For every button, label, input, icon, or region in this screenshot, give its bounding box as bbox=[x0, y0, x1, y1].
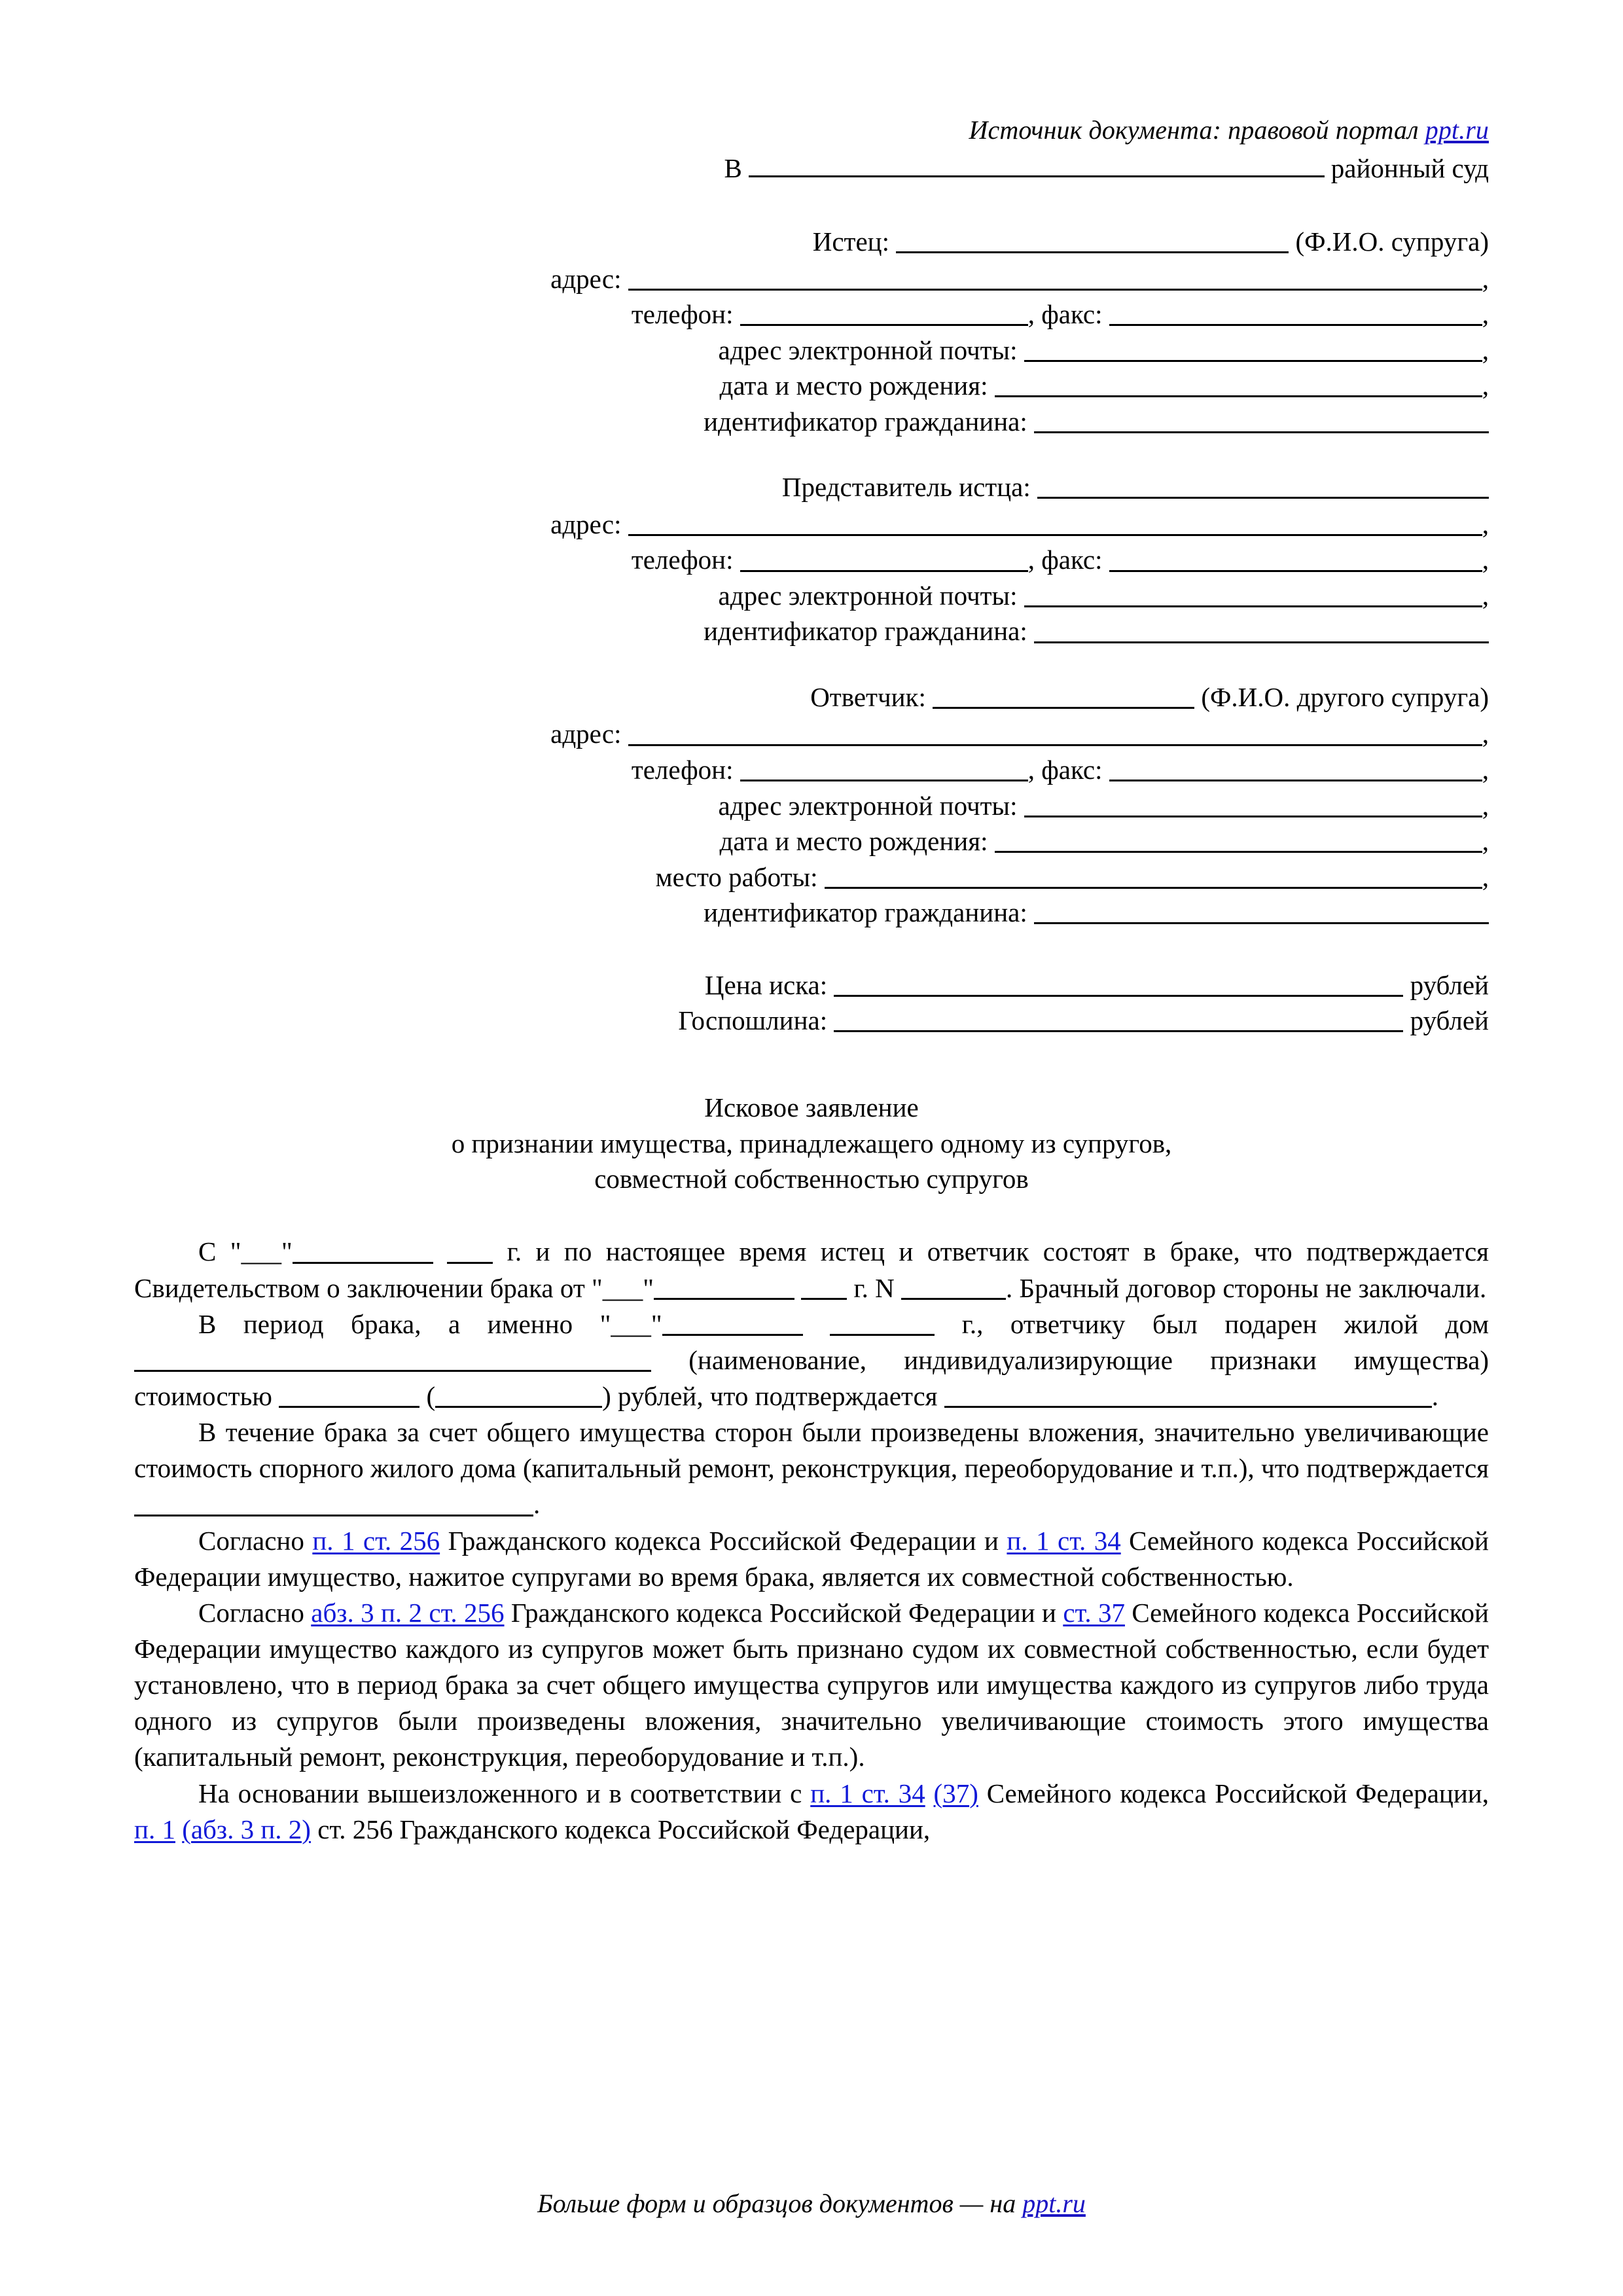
defendant-email-row: адрес электронной почты: , bbox=[134, 788, 1489, 824]
representative-address-row: адрес: , bbox=[134, 507, 1489, 543]
label-phone: телефон: bbox=[631, 299, 734, 330]
plaintiff-address-field[interactable] bbox=[628, 261, 1482, 291]
link-p1-st256[interactable]: п. 1 ст. 256 bbox=[312, 1525, 440, 1556]
link-p1-st34-final[interactable]: п. 1 ст. 34 bbox=[810, 1778, 925, 1808]
representative-name-row bbox=[134, 469, 1489, 505]
source-header bbox=[134, 115, 1489, 145]
claim-price-currency: рублей bbox=[1410, 969, 1489, 1000]
p2-text-a: В период брака, а именно "___" bbox=[198, 1308, 662, 1339]
paragraph-law-abz3-st37 bbox=[134, 1595, 1489, 1776]
label-fax: , факс: bbox=[1027, 545, 1103, 575]
label-email: адрес электронной почты: bbox=[718, 580, 1018, 611]
document-title bbox=[134, 1090, 1489, 1198]
p2-text-c: (наименование, индивидуализирующие признаки имущества) стоимостью bbox=[134, 1344, 1489, 1411]
property-value-words-field[interactable] bbox=[435, 1378, 602, 1408]
label-birth: дата и место рождения: bbox=[719, 826, 988, 857]
defendant-id-row bbox=[134, 895, 1489, 931]
defendant-block bbox=[134, 679, 1489, 931]
state-fee-currency: рублей bbox=[1410, 1005, 1489, 1036]
p4-text-b: Гражданского кодекса Российской Федерации и bbox=[440, 1525, 1007, 1556]
plaintiff-birth-row: дата и место рождения: , bbox=[134, 368, 1489, 404]
state-fee-label: Госпошлина: bbox=[678, 1005, 828, 1036]
p2-text-d: рублей, что подтверждается bbox=[618, 1380, 938, 1411]
label-fax: , факс: bbox=[1027, 299, 1103, 330]
label-citizen-id: идентификатор гражданина: bbox=[704, 897, 1027, 928]
plaintiff-id-field[interactable] bbox=[1034, 404, 1489, 433]
footer-text: Больше форм и образцов документов — на bbox=[537, 2189, 1023, 2218]
link-abz3-p2[interactable]: (абз. 3 п. 2) bbox=[182, 1814, 311, 1844]
plaintiff-email-row: адрес электронной почты: , bbox=[134, 332, 1489, 368]
title-line-3: совместной собственностью супругов bbox=[594, 1164, 1029, 1194]
certificate-number-field[interactable] bbox=[901, 1270, 1006, 1300]
claim-price-field[interactable] bbox=[834, 967, 1403, 997]
plaintiff-block bbox=[134, 224, 1489, 439]
p3-text-b: . bbox=[533, 1489, 541, 1520]
link-37[interactable]: (37) bbox=[933, 1778, 978, 1808]
p5-text-c: Семейного кодекса Российской Федерации имущество каждого из супругов может быть признано судом их совместной собственностью, если будет установлено, что в период брака за счет общего имущества супругов или имущества каждого из супругов либо труда одного из супругов были произведены вложения, значительно увеличивающие стоимость этого имущества (капитальный ремонт, реконструкция, переоборудование и т.п.). bbox=[134, 1597, 1489, 1772]
paragraph-gift: В период брака, а именно "___" г., ответчику был подарен жилой дом (наименование, индивидуализирующие признаки имущества) стоимостью ( ) рублей, что подтверждается . bbox=[134, 1306, 1489, 1414]
label-email: адрес электронной почты: bbox=[718, 334, 1018, 365]
certificate-month-field[interactable] bbox=[654, 1270, 794, 1300]
source-header-link[interactable]: ppt.ru bbox=[1425, 115, 1489, 145]
representative-email-row: адрес электронной почты: , bbox=[134, 578, 1489, 614]
document-body bbox=[134, 1234, 1489, 1847]
property-value-figures-field[interactable] bbox=[279, 1378, 419, 1408]
defendant-address-field[interactable] bbox=[628, 717, 1482, 746]
plaintiff-name-row bbox=[134, 224, 1489, 260]
label-address: адрес: bbox=[550, 263, 622, 294]
p1-text-a: С "___" bbox=[198, 1236, 293, 1267]
plaintiff-birth-field[interactable] bbox=[995, 368, 1482, 398]
plaintiff-email-field[interactable] bbox=[1024, 332, 1482, 362]
link-p1[interactable]: п. 1 bbox=[134, 1814, 175, 1844]
claim-price-label: Цена иска: bbox=[704, 969, 828, 1000]
property-name-field[interactable] bbox=[134, 1342, 651, 1372]
representative-fax-field[interactable] bbox=[1109, 543, 1482, 572]
marriage-year-field[interactable] bbox=[447, 1234, 493, 1264]
representative-phone-field[interactable] bbox=[740, 543, 1028, 572]
label-work-place: место работы: bbox=[655, 861, 818, 892]
p1-text-d: . Брачный договор стороны не заключали. bbox=[1006, 1272, 1487, 1303]
paragraph-law-256-34 bbox=[134, 1523, 1489, 1595]
marriage-month-field[interactable] bbox=[293, 1234, 433, 1264]
investment-proof-field[interactable] bbox=[134, 1487, 533, 1516]
label-email: адрес электронной почты: bbox=[718, 790, 1018, 821]
defendant-birth-row: дата и место рождения: , bbox=[134, 823, 1489, 859]
defendant-phone-row: телефон: , факс: , bbox=[134, 752, 1489, 788]
representative-block bbox=[134, 469, 1489, 649]
p5-text-a: Согласно bbox=[198, 1597, 312, 1628]
link-abz3-p2-st256[interactable]: абз. 3 п. 2 ст. 256 bbox=[311, 1597, 505, 1628]
p2-text-e: . bbox=[1431, 1380, 1439, 1411]
representative-title: Представитель истца: bbox=[781, 472, 1031, 503]
plaintiff-hint: (Ф.И.О. супруга) bbox=[1295, 226, 1489, 257]
defendant-phone-field[interactable] bbox=[740, 752, 1028, 781]
p3-text-a: В течение брака за счет общего имущества сторон были произведены вложения, значительно увеличивающие стоимость спорного жилого дома (капитальный ремонт, реконструкция, переоборудование и т.п.), что подтверждается bbox=[134, 1417, 1489, 1484]
label-birth: дата и место рождения: bbox=[719, 370, 988, 401]
link-p1-st34[interactable]: п. 1 ст. 34 bbox=[1007, 1525, 1121, 1556]
paragraph-investments bbox=[134, 1414, 1489, 1522]
footer-link[interactable]: ppt.ru bbox=[1022, 2189, 1086, 2218]
p6-text-a: На основании вышеизложенного и в соответствии с bbox=[198, 1778, 811, 1808]
plaintiff-phone-field[interactable] bbox=[740, 297, 1028, 327]
link-st37[interactable]: ст. 37 bbox=[1063, 1597, 1125, 1628]
gift-year-field[interactable] bbox=[830, 1306, 935, 1336]
label-phone: телефон: bbox=[631, 755, 734, 785]
court-name-field[interactable] bbox=[749, 148, 1325, 177]
defendant-address-row: адрес: , bbox=[134, 716, 1489, 752]
plaintiff-title: Истец: bbox=[812, 226, 889, 257]
p6-text-b: Семейного кодекса Российской Федерации, bbox=[978, 1778, 1489, 1808]
defendant-birth-field[interactable] bbox=[995, 823, 1482, 853]
plaintiff-address-row: адрес: , bbox=[134, 261, 1489, 297]
source-header-text: Источник документа: правовой портал bbox=[969, 115, 1425, 145]
representative-address-field[interactable] bbox=[628, 507, 1482, 536]
plaintiff-fax-field[interactable] bbox=[1109, 297, 1482, 327]
representative-phone-row: телефон: , факс: , bbox=[134, 542, 1489, 578]
spacer-after-representative bbox=[134, 649, 1489, 679]
money-block bbox=[134, 967, 1489, 1039]
spacer-after-plaintiff bbox=[134, 439, 1489, 469]
gift-proof-field[interactable] bbox=[944, 1378, 1432, 1408]
defendant-title: Ответчик: bbox=[810, 681, 926, 712]
label-citizen-id: идентификатор гражданина: bbox=[704, 406, 1027, 437]
defendant-name-field[interactable] bbox=[933, 679, 1194, 709]
page-footer bbox=[0, 2188, 1623, 2219]
defendant-hint: (Ф.И.О. другого супруга) bbox=[1201, 681, 1489, 712]
defendant-fax-field[interactable] bbox=[1109, 752, 1482, 781]
plaintiff-phone-row: телефон: , факс: , bbox=[134, 296, 1489, 332]
paragraph-conclusion bbox=[134, 1776, 1489, 1848]
p2-text-b: г., ответчику был подарен жилой дом bbox=[961, 1308, 1489, 1339]
state-fee-field[interactable] bbox=[834, 1003, 1403, 1032]
title-line-1: Исковое заявление bbox=[704, 1092, 919, 1122]
p5-text-b: Гражданского кодекса Российской Федерации и bbox=[504, 1597, 1063, 1628]
defendant-work-row: место работы: , bbox=[134, 859, 1489, 895]
representative-name-field[interactable] bbox=[1037, 470, 1489, 499]
label-phone: телефон: bbox=[631, 545, 734, 575]
label-fax: , факс: bbox=[1027, 755, 1103, 785]
state-fee-row bbox=[134, 1003, 1489, 1039]
title-line-2: о признании имущества, принадлежащего одному из супругов, bbox=[451, 1128, 1172, 1158]
label-address: адрес: bbox=[550, 509, 622, 539]
p4-text-c: Семейного кодекса Российской Федерации имущество, нажитое супругами во время брака, является их совместной собственностью. bbox=[134, 1525, 1489, 1592]
court-line bbox=[134, 148, 1489, 186]
claim-price-row bbox=[134, 967, 1489, 1003]
label-citizen-id: идентификатор гражданина: bbox=[704, 616, 1027, 647]
paragraph-marriage bbox=[134, 1234, 1489, 1306]
p6-text-c: ст. 256 Гражданского кодекса Российской Федерации, bbox=[310, 1814, 931, 1844]
defendant-id-field[interactable] bbox=[1034, 895, 1489, 924]
gift-month-field[interactable] bbox=[662, 1306, 803, 1336]
defendant-name-row bbox=[134, 679, 1489, 715]
plaintiff-id-row bbox=[134, 404, 1489, 440]
p4-text-a: Согласно bbox=[198, 1525, 313, 1556]
certificate-year-field[interactable] bbox=[801, 1270, 847, 1300]
court-prefix: В bbox=[724, 153, 742, 183]
defendant-work-field[interactable] bbox=[825, 859, 1482, 889]
p1-text-b: г. и по настоящее время истец и ответчик состоят в браке, что подтверждается Свидетельством о заключении брака от "___" bbox=[134, 1236, 1489, 1303]
court-suffix: районный суд bbox=[1330, 153, 1489, 183]
p1-text-c: г. N bbox=[853, 1272, 895, 1303]
defendant-email-field[interactable] bbox=[1024, 788, 1482, 817]
representative-id-field[interactable] bbox=[1034, 614, 1489, 643]
representative-email-field[interactable] bbox=[1024, 578, 1482, 607]
label-address: адрес: bbox=[550, 719, 622, 749]
representative-id-row bbox=[134, 613, 1489, 649]
plaintiff-name-field[interactable] bbox=[896, 224, 1289, 254]
